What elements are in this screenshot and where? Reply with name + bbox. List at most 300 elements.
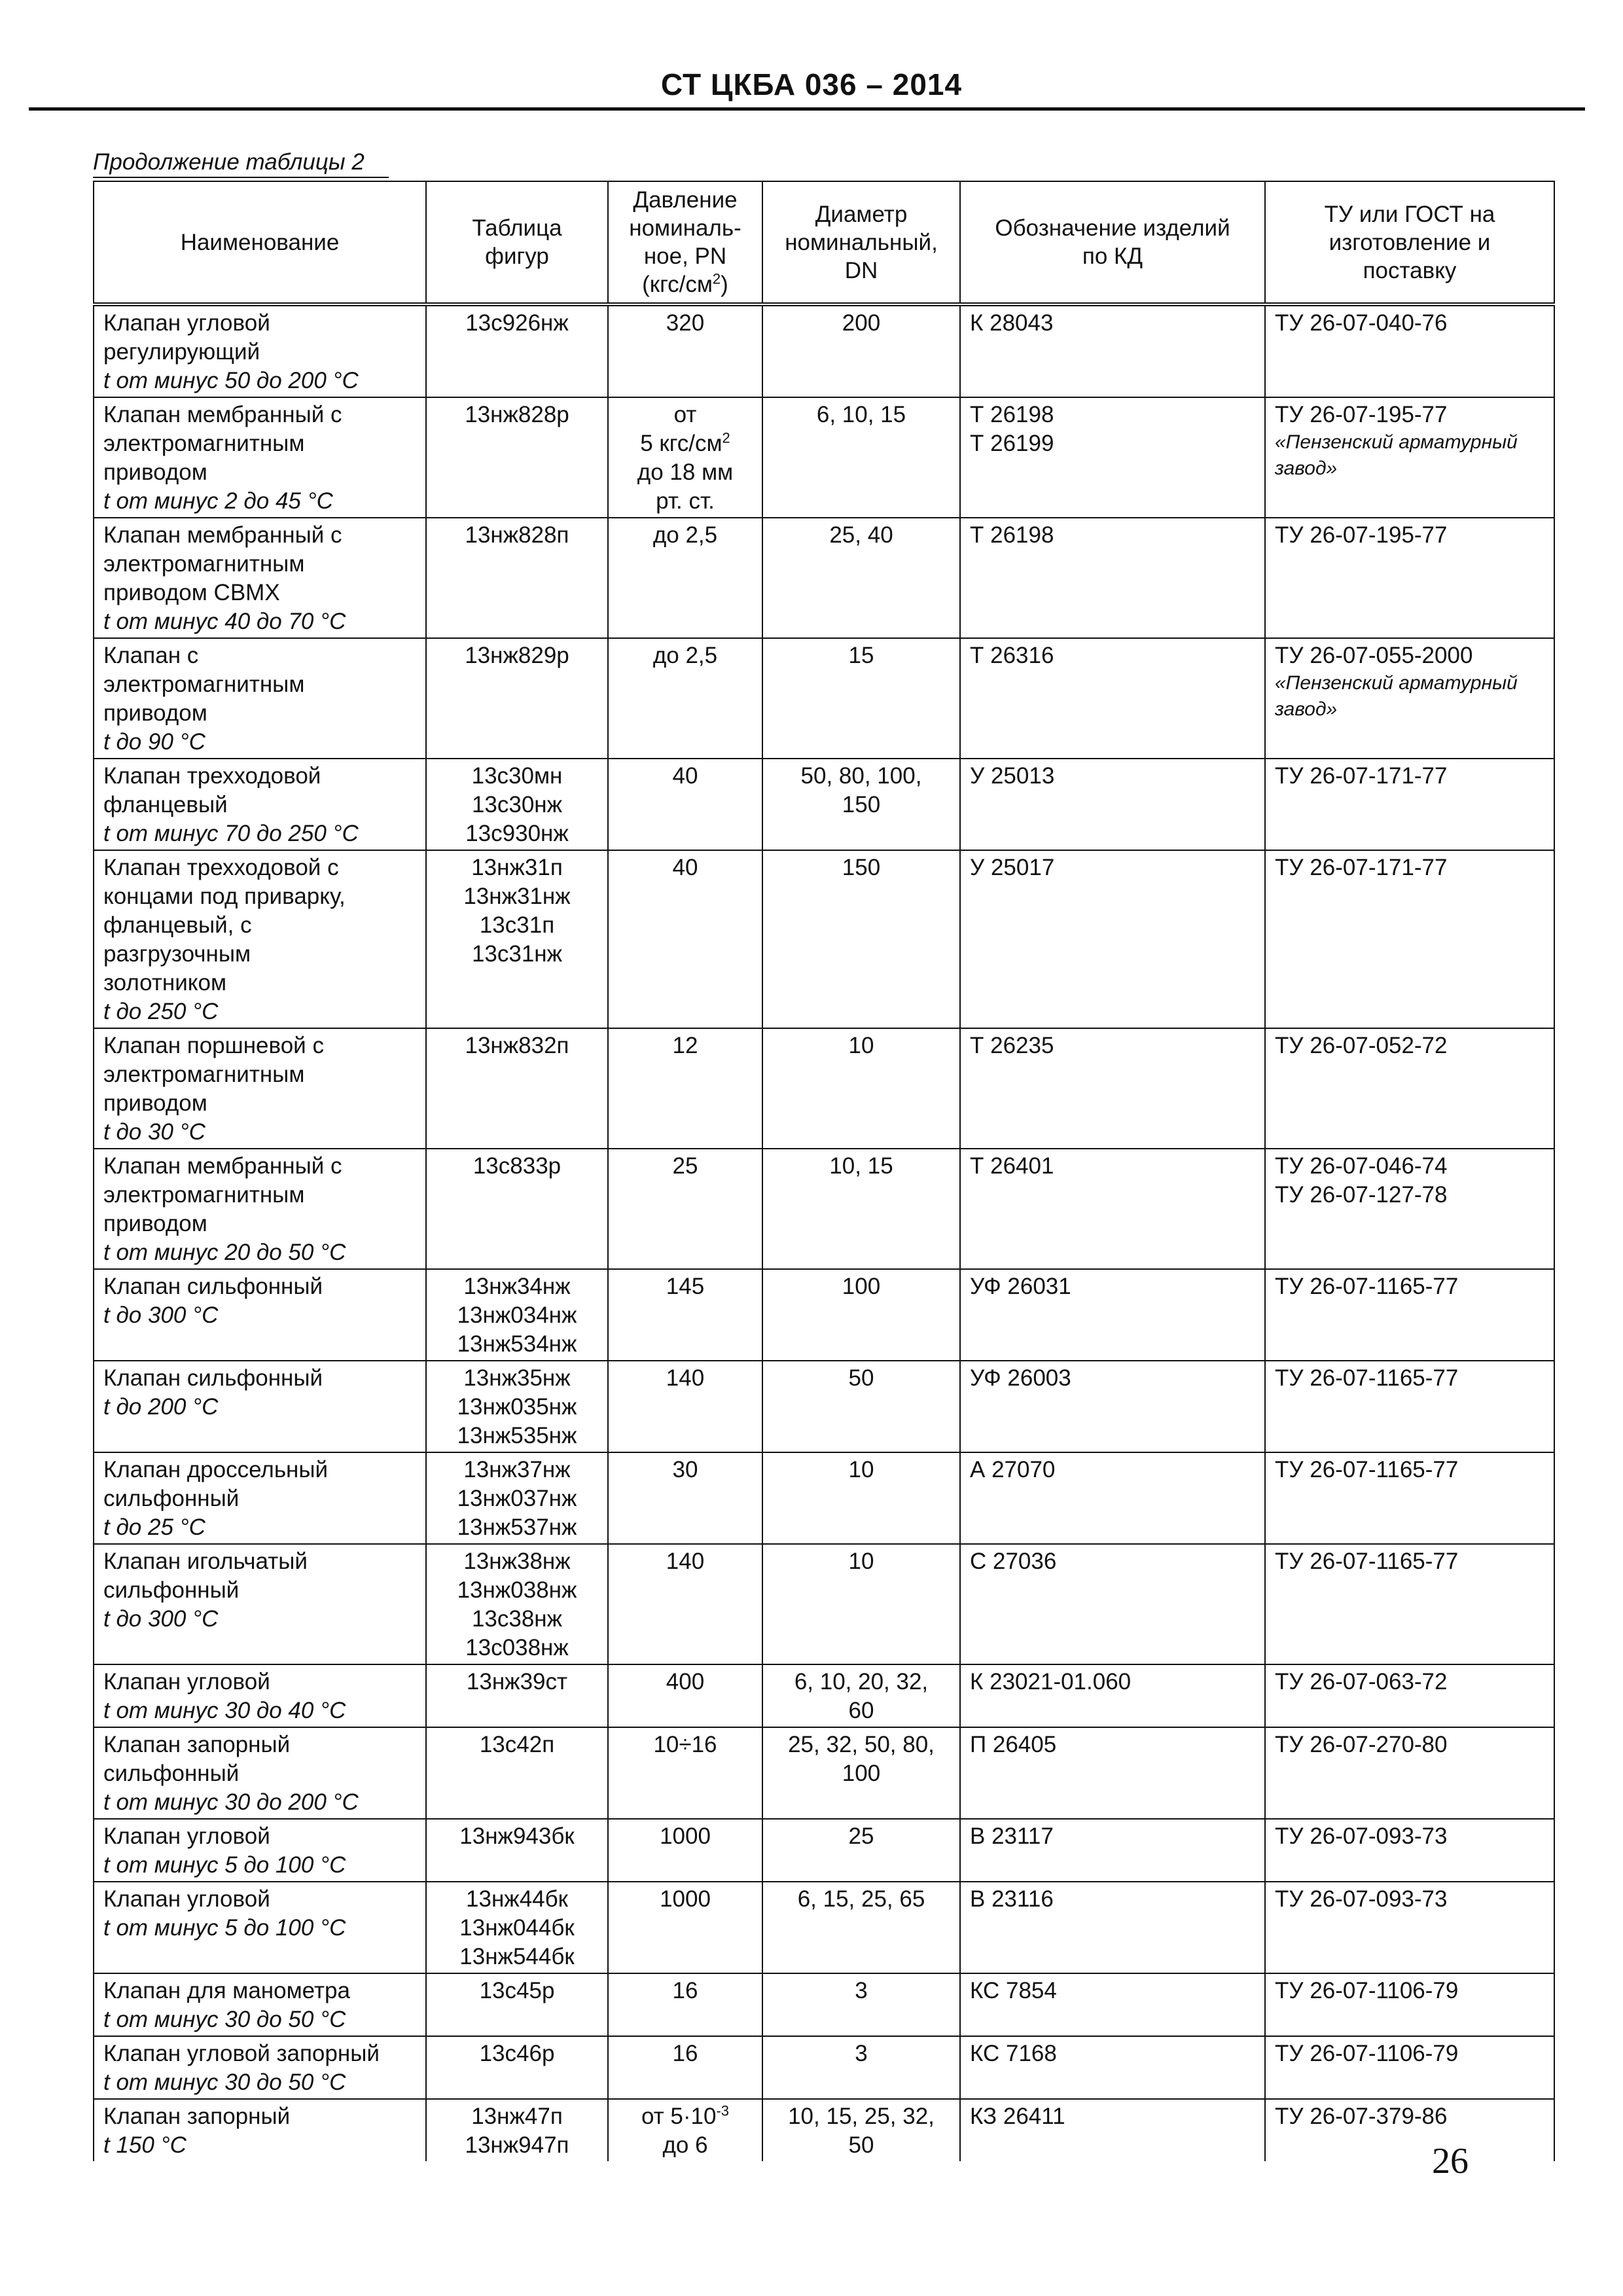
col-header-name-text: Наименование	[180, 229, 340, 255]
pressure-value: до 6	[662, 2132, 708, 2158]
designation-code: Т 26198	[970, 522, 1054, 548]
valve-name-line: регулирующий	[103, 339, 260, 365]
diameter-value: 50	[848, 1365, 874, 1391]
cell-diameter	[762, 304, 960, 397]
valve-name-line: Клапан запорный	[103, 2104, 291, 2129]
diameter-value: 10	[848, 1033, 874, 1058]
cell-name	[94, 1819, 426, 1882]
cell-name	[94, 1664, 426, 1727]
cell-designation	[960, 1664, 1265, 1727]
valve-name-line: электромагнитным	[103, 1182, 305, 1208]
diameter-value: 25, 40	[829, 522, 893, 548]
table-row	[94, 1882, 1554, 1973]
figure-code: 13нж34нж	[463, 1274, 571, 1299]
cell-diameter	[762, 1028, 960, 1149]
cell-diameter	[762, 850, 960, 1028]
valve-table	[93, 181, 1555, 2161]
standard-code: ТУ 26-07-171-77	[1275, 855, 1448, 880]
cell-pressure	[608, 1452, 762, 1544]
figure-code: 13нж37нж	[463, 1457, 571, 1482]
standard-code: ТУ 26-07-1106-79	[1275, 1978, 1459, 2003]
pressure-value: от	[673, 402, 697, 427]
cell-designation	[960, 2099, 1265, 2161]
designation-code: С 27036	[970, 1549, 1057, 1574]
figure-code: 13с38нж	[471, 1606, 563, 1632]
cell-figure	[426, 1544, 608, 1664]
figure-code: 13с038нж	[465, 1635, 569, 1660]
valve-name-line: Клапан мембранный с	[103, 522, 342, 548]
diameter-value: 150	[842, 855, 881, 880]
valve-name-line: Клапан угловой запорный	[103, 2041, 380, 2066]
col-header-figure	[426, 181, 608, 304]
cell-name	[94, 2036, 426, 2099]
cell-diameter	[762, 1269, 960, 1361]
pressure-value: 1000	[660, 1886, 711, 1912]
temperature-range: t от минус 70 до 250 °С	[103, 821, 359, 846]
cell-standard	[1265, 1269, 1554, 1361]
valve-name-line: Клапан запорный	[103, 1732, 291, 1757]
designation-code: У 25013	[970, 763, 1055, 789]
designation-code: П 26405	[970, 1732, 1057, 1757]
cell-pressure	[608, 1727, 762, 1819]
cell-standard	[1265, 1028, 1554, 1149]
cell-pressure	[608, 1544, 762, 1664]
table-row	[94, 1973, 1554, 2036]
standard-code: ТУ 26-07-052-72	[1275, 1033, 1448, 1058]
figure-code: 13нж47п	[471, 2104, 563, 2129]
col-header-pressure-unit-close: )	[721, 272, 728, 297]
standard-code: ТУ 26-07-195-77	[1275, 402, 1448, 427]
pressure-base: 5 кгс/см	[640, 431, 722, 456]
standard-code: ТУ 26-07-379-86	[1275, 2104, 1448, 2129]
designation-code: Т 26199	[970, 431, 1054, 456]
cell-standard	[1265, 1452, 1554, 1544]
cell-figure	[426, 1361, 608, 1452]
valve-name-line: приводом	[103, 1211, 207, 1236]
document-header: СТ ЦКБА 036 – 2014	[660, 67, 963, 101]
figure-code: 13с46р	[479, 2041, 555, 2066]
cell-figure	[426, 1452, 608, 1544]
designation-code: Т 26401	[970, 1153, 1054, 1179]
diameter-value: 25	[848, 1823, 874, 1849]
temperature-range: t от минус 30 до 50 °С	[103, 2070, 346, 2095]
figure-code: 13нж39ст	[466, 1669, 568, 1695]
cell-designation	[960, 518, 1265, 638]
pressure-value-with-exponent	[613, 2102, 758, 2131]
cell-diameter	[762, 1664, 960, 1727]
cell-name	[94, 850, 426, 1028]
valve-name-line: Клапан сильфонный	[103, 1365, 323, 1391]
table-row	[94, 518, 1554, 638]
cell-standard	[1265, 1882, 1554, 1973]
table-row	[94, 2099, 1554, 2161]
cell-figure	[426, 304, 608, 397]
designation-code: А 27070	[970, 1457, 1056, 1482]
cell-diameter	[762, 2099, 960, 2161]
figure-code: 13с930нж	[465, 821, 569, 846]
figure-code: 13с30мн	[471, 763, 563, 789]
figure-code: 13нж037нж	[457, 1486, 577, 1511]
cell-pressure	[608, 518, 762, 638]
cell-designation	[960, 2036, 1265, 2099]
table-row	[94, 1028, 1554, 1149]
diameter-value: 3	[855, 1978, 868, 2003]
valve-name-line: Клапан угловой	[103, 1823, 270, 1849]
designation-code: УФ 26003	[970, 1365, 1071, 1391]
cell-designation	[960, 397, 1265, 518]
cell-standard	[1265, 638, 1554, 759]
cell-figure	[426, 397, 608, 518]
pressure-exponent: 2	[722, 429, 730, 446]
cell-pressure	[608, 304, 762, 397]
standard-code: ТУ 26-07-093-73	[1275, 1823, 1448, 1849]
designation-code: Т 26198	[970, 402, 1054, 427]
pressure-value: 40	[672, 763, 698, 789]
standard-code: ТУ 26-07-046-74	[1275, 1153, 1448, 1179]
pressure-value: 145	[666, 1274, 705, 1299]
figure-code: 13с833р	[473, 1153, 562, 1179]
cell-figure	[426, 1882, 608, 1973]
designation-code: КС 7854	[970, 1978, 1057, 2003]
table-caption: Продолжение таблицы 2	[93, 149, 365, 175]
valve-name-line: Клапан трехходовой с	[103, 855, 339, 880]
cell-designation	[960, 1361, 1265, 1452]
cell-pressure	[608, 2036, 762, 2099]
cell-standard	[1265, 2036, 1554, 2099]
diameter-value: 10, 15, 25, 32,	[788, 2104, 935, 2129]
cell-name	[94, 1269, 426, 1361]
cell-figure	[426, 1973, 608, 2036]
cell-designation	[960, 1028, 1265, 1149]
designation-code: У 25017	[970, 855, 1055, 880]
cell-standard	[1265, 1664, 1554, 1727]
cell-designation	[960, 1269, 1265, 1361]
standard-code: ТУ 26-07-1165-77	[1275, 1365, 1459, 1391]
temperature-range: t до 25 °С	[103, 1515, 205, 1540]
temperature-range: t до 250 °С	[103, 999, 219, 1024]
col-header-pressure-unit-base: (кгс/см	[642, 272, 713, 297]
cell-standard	[1265, 759, 1554, 850]
col-header-name	[94, 181, 426, 304]
pressure-value: 16	[672, 1978, 698, 2003]
diameter-value: 25, 32, 50, 80,	[788, 1732, 935, 1757]
cell-name	[94, 518, 426, 638]
caption-underline	[93, 177, 389, 178]
cell-name	[94, 397, 426, 518]
table-row	[94, 850, 1554, 1028]
cell-pressure	[608, 1361, 762, 1452]
table-row	[94, 2036, 1554, 2099]
standard-code: ТУ 26-07-171-77	[1275, 763, 1448, 789]
pressure-value: до 18 мм	[637, 459, 734, 485]
cell-figure	[426, 759, 608, 850]
temperature-range: t до 30 °С	[103, 1119, 205, 1145]
cell-designation	[960, 1819, 1265, 1882]
pressure-value: 140	[666, 1549, 705, 1574]
col-header-designation	[960, 181, 1265, 304]
pressure-value: 1000	[660, 1823, 711, 1849]
cell-designation	[960, 304, 1265, 397]
cell-designation	[960, 1149, 1265, 1269]
valve-name-line: золотником	[103, 970, 227, 996]
diameter-value: 100	[842, 1274, 881, 1299]
col-header-diameter-line: номинальный,	[785, 229, 938, 255]
pressure-value: 30	[672, 1457, 698, 1482]
cell-diameter	[762, 1149, 960, 1269]
valve-name-line: Клапан дроссельный	[103, 1457, 329, 1482]
standard-code: ТУ 26-07-1165-77	[1275, 1457, 1459, 1482]
diameter-value: 10, 15	[829, 1153, 893, 1179]
cell-standard	[1265, 2099, 1554, 2161]
figure-code: 13нж44бк	[466, 1886, 568, 1912]
temperature-range: t от минус 5 до 100 °С	[103, 1915, 346, 1941]
cell-pressure	[608, 1269, 762, 1361]
diameter-value: 50	[848, 2132, 874, 2158]
cell-designation	[960, 850, 1265, 1028]
diameter-value: 50, 80, 100,	[800, 763, 922, 789]
valve-name-line: Клапан сильфонный	[103, 1274, 323, 1299]
table-row	[94, 1269, 1554, 1361]
cell-figure	[426, 1028, 608, 1149]
cell-pressure	[608, 2099, 762, 2161]
diameter-value: 200	[842, 310, 881, 336]
cell-standard	[1265, 1544, 1554, 1664]
temperature-range: t от минус 30 до 40 °С	[103, 1698, 346, 1723]
figure-code: 13нж38нж	[463, 1549, 571, 1574]
pressure-value: 140	[666, 1365, 705, 1391]
valve-name-line: приводом	[103, 1090, 207, 1116]
valve-name-line: фланцевый, с	[103, 912, 252, 938]
cell-diameter	[762, 638, 960, 759]
table-row	[94, 638, 1554, 759]
cell-figure	[426, 2099, 608, 2161]
valve-name-line: электромагнитным	[103, 551, 305, 577]
cell-standard	[1265, 304, 1554, 397]
valve-name-line: фланцевый	[103, 792, 228, 817]
temperature-range: t от минус 2 до 45 °С	[103, 488, 333, 514]
cell-diameter	[762, 1727, 960, 1819]
cell-figure	[426, 518, 608, 638]
cell-pressure	[608, 1028, 762, 1149]
cell-pressure	[608, 1819, 762, 1882]
diameter-value: 15	[848, 643, 874, 668]
valve-name-line: электромагнитным	[103, 672, 305, 697]
table-body	[94, 304, 1554, 2161]
cell-designation	[960, 1727, 1265, 1819]
diameter-value: 10	[848, 1457, 874, 1482]
pressure-exponent: -3	[716, 2102, 730, 2119]
table-row	[94, 1452, 1554, 1544]
pressure-value: 40	[672, 855, 698, 880]
col-header-figure-line: фигур	[485, 243, 549, 269]
designation-code: Т 26235	[970, 1033, 1054, 1058]
temperature-range: t от минус 30 до 50 °С	[103, 2007, 346, 2032]
cell-figure	[426, 1149, 608, 1269]
valve-name-line: электромагнитным	[103, 431, 305, 456]
pressure-value: 12	[672, 1033, 698, 1058]
cell-name	[94, 1028, 426, 1149]
diameter-value: 6, 10, 20, 32,	[794, 1669, 929, 1695]
manufacturer-note: «Пензенский арматурный	[1275, 431, 1518, 453]
cell-figure	[426, 2036, 608, 2099]
table-row	[94, 1149, 1554, 1269]
col-header-figure-line: Таблица	[472, 215, 562, 241]
pressure-value: до 2,5	[652, 643, 718, 668]
designation-code: В 23117	[970, 1823, 1054, 1849]
cell-designation	[960, 1544, 1265, 1664]
table-row	[94, 759, 1554, 850]
cell-name	[94, 1361, 426, 1452]
valve-name-line: Клапан угловой	[103, 310, 270, 336]
cell-name	[94, 1882, 426, 1973]
temperature-range: t от минус 40 до 70 °С	[103, 609, 346, 634]
cell-name	[94, 1727, 426, 1819]
col-header-pressure-line: ное, PN	[643, 243, 727, 269]
figure-code: 13нж828р	[465, 402, 569, 427]
designation-code: В 23116	[970, 1886, 1054, 1912]
cell-standard	[1265, 1361, 1554, 1452]
diameter-value: 100	[842, 1761, 881, 1786]
cell-diameter	[762, 1882, 960, 1973]
figure-code: 13нж534нж	[457, 1331, 577, 1357]
header-rule	[29, 107, 1585, 111]
valve-name-line: сильфонный	[103, 1577, 240, 1603]
designation-code: КЗ 26411	[970, 2104, 1065, 2129]
temperature-range: t до 300 °С	[103, 1302, 219, 1328]
valve-name-line: сильфонный	[103, 1761, 240, 1786]
cell-figure	[426, 1819, 608, 1882]
manufacturer-note: завод»	[1275, 457, 1338, 479]
standard-code: ТУ 26-07-1165-77	[1275, 1274, 1459, 1299]
figure-code: 13с31п	[479, 912, 555, 938]
figure-code: 13нж31п	[471, 855, 563, 880]
cell-diameter	[762, 759, 960, 850]
cell-standard	[1265, 1149, 1554, 1269]
table-row	[94, 1544, 1554, 1664]
page-number: 26	[1432, 2141, 1469, 2181]
table-row	[94, 1727, 1554, 1819]
col-header-designation-line: Обозначение изделий	[995, 215, 1230, 241]
diameter-value: 3	[855, 2041, 868, 2066]
cell-figure	[426, 1727, 608, 1819]
figure-code: 13нж943бк	[459, 1823, 575, 1849]
figure-code: 13с42п	[479, 1732, 555, 1757]
cell-pressure	[608, 1973, 762, 2036]
diameter-value: 6, 10, 15	[816, 402, 906, 427]
table-row	[94, 397, 1554, 518]
valve-name-line: приводом СВМХ	[103, 580, 280, 605]
valve-name-line: Клапан мембранный с	[103, 1153, 342, 1179]
figure-code: 13нж044бк	[459, 1915, 575, 1941]
cell-diameter	[762, 1361, 960, 1452]
standard-code: ТУ 26-07-040-76	[1275, 310, 1448, 336]
figure-code: 13нж544бк	[459, 1944, 575, 1969]
standard-code: ТУ 26-07-093-73	[1275, 1886, 1448, 1912]
table-row	[94, 1664, 1554, 1727]
temperature-range: t до 300 °С	[103, 1606, 219, 1632]
designation-code: К 28043	[970, 310, 1054, 336]
figure-code: 13с30нж	[471, 792, 563, 817]
cell-pressure	[608, 759, 762, 850]
cell-diameter	[762, 397, 960, 518]
standard-code: ТУ 26-07-127-78	[1275, 1182, 1448, 1208]
cell-standard	[1265, 397, 1554, 518]
designation-code: К 23021-01.060	[970, 1669, 1132, 1695]
cell-designation	[960, 759, 1265, 850]
diameter-value: 150	[842, 792, 881, 817]
cell-name	[94, 1452, 426, 1544]
temperature-range: t от минус 20 до 50 °С	[103, 1240, 346, 1265]
cell-pressure	[608, 1664, 762, 1727]
diameter-value: 60	[848, 1698, 874, 1723]
cell-standard	[1265, 1727, 1554, 1819]
figure-code: 13нж35нж	[463, 1365, 571, 1391]
cell-diameter	[762, 2036, 960, 2099]
valve-name-line: электромагнитным	[103, 1062, 305, 1087]
cell-standard	[1265, 1973, 1554, 2036]
cell-diameter	[762, 1973, 960, 2036]
valve-name-line: Клапан мембранный с	[103, 402, 342, 427]
manufacturer-note: завод»	[1275, 698, 1338, 720]
cell-standard	[1265, 518, 1554, 638]
valve-name-line: Клапан с	[103, 643, 199, 668]
col-header-diameter-line: Диаметр	[815, 201, 908, 227]
cell-designation	[960, 1452, 1265, 1544]
figure-code: 13нж947п	[465, 2132, 569, 2158]
col-header-diameter-line: DN	[844, 257, 878, 283]
cell-name	[94, 1149, 426, 1269]
figure-code: 13нж832п	[465, 1033, 569, 1058]
valve-name-line: сильфонный	[103, 1486, 240, 1511]
temperature-range: t от минус 5 до 100 °С	[103, 1852, 346, 1878]
valve-name-line: Клапан угловой	[103, 1669, 270, 1695]
col-header-pressure-line: Давление	[633, 187, 738, 213]
pressure-value: 10÷16	[653, 1732, 717, 1757]
table-row	[94, 1361, 1554, 1452]
valve-name-line: Клапан поршневой с	[103, 1033, 324, 1058]
cell-name	[94, 2099, 426, 2161]
figure-code: 13нж829р	[465, 643, 569, 668]
standard-code: ТУ 26-07-1165-77	[1275, 1549, 1459, 1574]
figure-code: 13нж828п	[465, 522, 569, 548]
cell-standard	[1265, 850, 1554, 1028]
cell-name	[94, 759, 426, 850]
cell-diameter	[762, 1819, 960, 1882]
pressure-value: до 2,5	[652, 522, 718, 548]
cell-figure	[426, 850, 608, 1028]
col-header-designation-line: по КД	[1082, 243, 1143, 269]
pressure-value: 400	[666, 1669, 705, 1695]
valve-name-line: Клапан угловой	[103, 1886, 270, 1912]
valve-name-line: разгрузочным	[103, 941, 251, 967]
pressure-value-with-exponent	[613, 429, 758, 458]
figure-code: 13нж31нж	[463, 884, 571, 909]
col-header-pressure	[608, 181, 762, 304]
valve-name-line: Клапан трехходовой	[103, 763, 321, 789]
pressure-value: рт. ст.	[656, 488, 715, 514]
designation-code: УФ 26031	[970, 1274, 1071, 1299]
temperature-range: t от минус 50 до 200 °С	[103, 368, 359, 393]
cell-figure	[426, 1664, 608, 1727]
table-row	[94, 304, 1554, 397]
cell-name	[94, 1544, 426, 1664]
standard-code: ТУ 26-07-270-80	[1275, 1732, 1448, 1757]
cell-pressure	[608, 638, 762, 759]
standard-code: ТУ 26-07-195-77	[1275, 522, 1448, 548]
col-header-standard-line: поставку	[1363, 257, 1457, 283]
table-header-row	[94, 181, 1554, 304]
col-header-standard-line: ТУ или ГОСТ на	[1324, 201, 1495, 227]
